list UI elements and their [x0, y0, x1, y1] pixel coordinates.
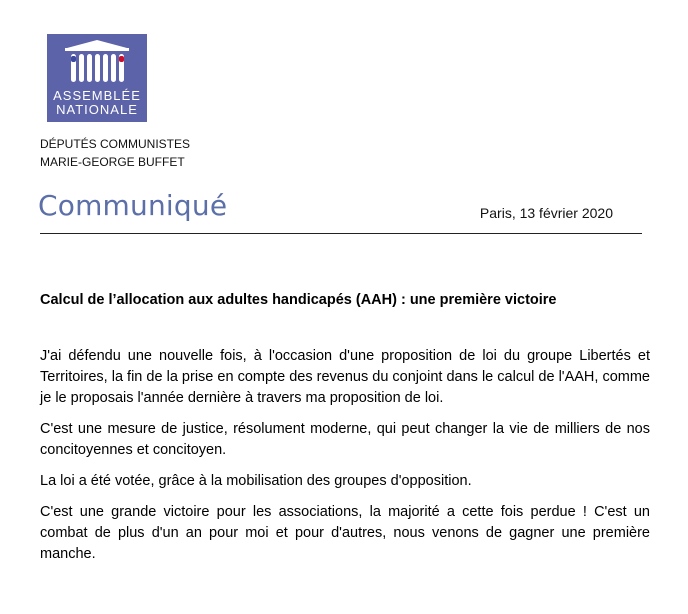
article-headline: Calcul de l’allocation aux adultes handicapés (AAH) : une première victoire: [40, 292, 557, 308]
logo-text-line1: ASSEMBLÉE: [53, 88, 141, 103]
document-date: Paris, 13 février 2020: [479, 205, 613, 221]
group-name-line1: DÉPUTÉS COMMUNISTES: [40, 137, 191, 151]
header-divider: [40, 233, 642, 234]
article-body: [40, 346, 650, 575]
document-type-title: Communiqué: [38, 189, 228, 222]
article-paragraph: C'est une grande victoire pour les associations, la majorité a cette fois perdue ! C'est un combat de plus d'un an pour moi et pour d'autres, nous venons de gagner une première manche.: [40, 504, 650, 562]
article-paragraph: C'est une mesure de justice, résolument moderne, qui peut changer la vie de milliers de nos concitoyennes et concitoyen.: [40, 421, 650, 458]
assemblee-nationale-logo: [47, 34, 147, 122]
article-paragraph: J'ai défendu une nouvelle fois, à l'occasion d'une proposition de loi du groupe Libertés et Territoires, la fin de la prise en compte des revenus du conjoint dans le calcul de l'AAH, comme je le proposais l'année dernière à travers ma proposition de loi.: [40, 348, 650, 406]
logo-text-line2: NATIONALE: [56, 102, 138, 117]
article-paragraph: La loi a été votée, grâce à la mobilisation des groupes d'opposition.: [40, 473, 472, 489]
group-name-line2: MARIE-GEORGE BUFFET: [40, 155, 185, 169]
group-name: [40, 135, 190, 171]
